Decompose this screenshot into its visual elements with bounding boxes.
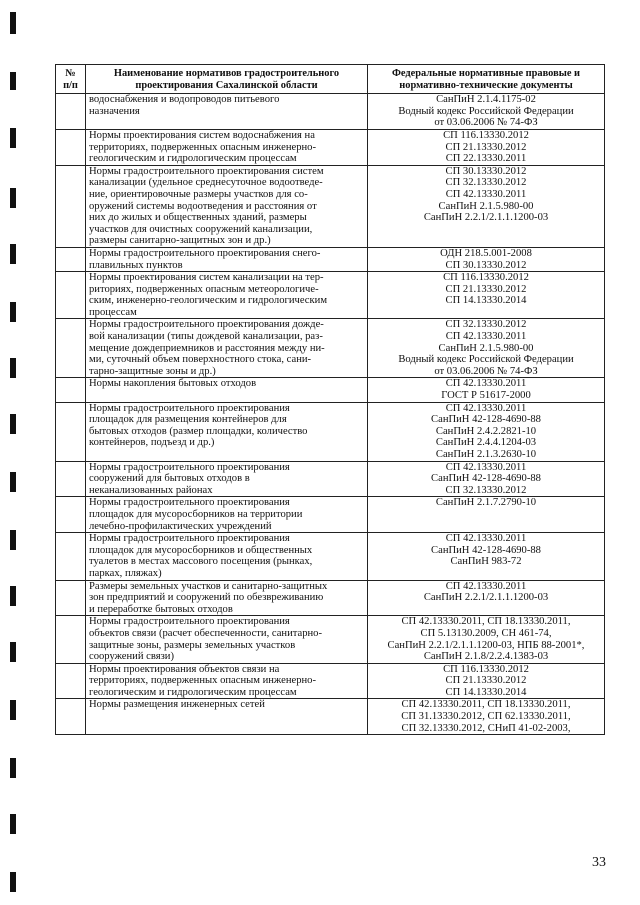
norm-docs-cell-line: СП 42.13330.2011	[445, 402, 527, 414]
norm-name-cell-line: Нормы градостроительного проектирования снего-	[89, 247, 321, 259]
norm-name-cell-line: Нормы градостроительного проектирования систем	[89, 165, 324, 177]
header-docs: Федеральные нормативные правовые и нормативно-технические документы	[368, 65, 605, 94]
norm-docs-cell	[368, 461, 605, 497]
norm-docs-cell	[368, 94, 605, 130]
norm-docs-cell-line: СП 42.13330.2011, СП 18.13330.2011,	[401, 616, 571, 628]
table-row	[56, 165, 605, 247]
norm-name-cell-line: ми, суточный объем поверхностного стока, сани-	[89, 354, 312, 366]
norm-docs-cell	[368, 402, 605, 461]
table-row	[56, 402, 605, 461]
norm-name-cell-line: мещение дождеприемников и расстояния между ни-	[89, 342, 325, 354]
norm-docs-cell	[368, 319, 605, 378]
norm-name-cell	[86, 165, 368, 247]
norm-docs-cell-line: от 03.06.2006 № 74-ФЗ	[434, 365, 538, 377]
norm-name-cell	[86, 461, 368, 497]
norm-name-cell	[86, 378, 368, 402]
norm-docs-cell	[368, 699, 605, 735]
norm-docs-cell-line: СП 30.13330.2012	[445, 259, 527, 271]
binding-mark	[10, 814, 16, 834]
norm-name-cell-line: Нормы градостроительного проектирования дожде-	[89, 319, 324, 331]
norm-name-cell-line: защитные зоны, размеры земельных участков	[89, 639, 296, 651]
norm-name-cell-line: геологическим и гидрологическим процессам	[89, 153, 297, 165]
norm-name-cell-line: тарно-защитные зоны и др.)	[89, 365, 216, 377]
norm-docs-cell-line: ГОСТ Р 51617-2000	[441, 390, 531, 402]
norm-docs-cell-line: СП 22.13330.2011	[445, 153, 527, 165]
norm-docs-cell-line: ОДН 218.5.001-2008	[440, 247, 532, 259]
norm-name-cell-line: территориях, подверженных опасным инженерно-	[89, 141, 316, 153]
norm-name-cell	[86, 580, 368, 616]
norm-docs-cell-line: СП 42.13330.2011	[445, 188, 527, 200]
norm-docs-cell-line: СП 31.13330.2012, СП 62.13330.2011,	[401, 711, 571, 723]
norm-name-cell-line: сооружений для бытовых отходов в	[89, 473, 250, 485]
norm-docs-cell-line: СП 116.13330.2012	[443, 272, 529, 284]
norm-name-cell-line: сооружений связи)	[89, 651, 174, 663]
binding-mark	[10, 472, 16, 492]
norm-docs-cell-line: СП 30.13330.2012	[445, 165, 527, 177]
norm-docs-cell-line: СанПиН 2.4.4.1204-03	[435, 437, 537, 449]
table-row	[56, 319, 605, 378]
norm-name-cell-line: риториях, подверженных опасным метеорологиче-	[89, 283, 319, 295]
row-number-cell	[56, 272, 86, 319]
norm-docs-cell	[368, 497, 605, 533]
norm-name-cell-line: территориях, подверженных опасным инженерно-	[89, 675, 316, 687]
norm-docs-cell	[368, 129, 605, 165]
norm-name-cell-line: ние, ориентировочные размеры участков для со-	[89, 188, 308, 200]
row-number-cell	[56, 461, 86, 497]
row-number-cell	[56, 378, 86, 402]
binding-mark	[10, 530, 16, 550]
norm-docs-cell-line: СП 21.13330.2012	[445, 141, 527, 153]
norm-name-cell	[86, 616, 368, 663]
norm-docs-cell-line: СанПиН 2.1.3.2630-10	[435, 449, 537, 460]
norm-docs-cell-line: СП 21.13330.2012	[445, 675, 527, 687]
norm-docs-cell-line: СП 14.13330.2014	[445, 295, 527, 307]
row-number-cell	[56, 580, 86, 616]
binding-mark	[10, 128, 16, 148]
norm-docs-cell-line: СанПиН 2.1.8/2.2.4.1383-03	[423, 651, 549, 663]
binding-mark	[10, 586, 16, 606]
table-body	[56, 94, 605, 735]
page-number: 33	[592, 855, 606, 870]
norm-docs-cell-line: СанПиН 2.1.5.980-00	[438, 342, 534, 354]
norm-docs-cell-line: СанПиН 2.1.5.980-00	[438, 200, 534, 212]
table-row	[56, 497, 605, 533]
row-number-cell	[56, 247, 86, 271]
binding-mark	[10, 188, 16, 208]
header-num: № п/п	[56, 65, 86, 94]
norm-docs-cell-line: Водный кодекс Российской Федерации	[398, 105, 574, 117]
norm-name-cell-line: и переработке бытовых отходов	[89, 603, 233, 615]
norm-name-cell-line: Нормы проектирования систем водоснабжения на	[89, 129, 315, 141]
norm-docs-cell-line: СанПиН 2.2.1/2.1.1.1200-03, НПБ 88-2001*,	[387, 639, 585, 651]
row-number-cell	[56, 402, 86, 461]
norm-docs-cell-line: СП 32.13330.2012	[445, 177, 527, 189]
binding-mark	[10, 872, 16, 892]
binding-mark	[10, 244, 16, 264]
table-row	[56, 129, 605, 165]
norm-docs-cell	[368, 616, 605, 663]
norm-docs-cell-line: СП 42.13330.2011	[445, 331, 527, 343]
header-name: Наименование нормативов градостроительного проектирования Сахалинской области	[86, 65, 368, 94]
norm-docs-cell-line: СП 42.13330.2011	[445, 580, 527, 592]
binding-mark	[10, 758, 16, 778]
norm-name-cell-line: площадок для размещения контейнеров для	[89, 414, 287, 426]
table-row	[56, 461, 605, 497]
norm-name-cell	[86, 699, 368, 735]
row-number-cell	[56, 129, 86, 165]
norm-name-cell	[86, 497, 368, 533]
table-row	[56, 378, 605, 402]
norm-name-cell-line: Нормы проектирования систем канализации на тер-	[89, 272, 324, 284]
norm-name-cell-line: контейнеров, подъезд и др.)	[89, 437, 215, 449]
norm-name-cell	[86, 129, 368, 165]
norm-name-cell-line: Нормы градостроительного проектирования	[89, 533, 290, 545]
norm-docs-cell	[368, 580, 605, 616]
norm-name-cell-line: парках, пляжах)	[89, 567, 162, 579]
binding-mark	[10, 302, 16, 322]
row-number-cell	[56, 165, 86, 247]
norm-name-cell	[86, 533, 368, 580]
norm-name-cell-line: Нормы градостроительного проектирования	[89, 616, 290, 628]
norm-docs-cell	[368, 533, 605, 580]
norm-docs-cell-line: СанПиН 2.4.2.2821-10	[435, 425, 537, 437]
norm-name-cell-line: Нормы накопления бытовых отходов	[89, 378, 257, 390]
norm-name-cell-line: участков для очистных сооружений канализации,	[89, 223, 313, 235]
norm-name-cell-line: назначения	[89, 105, 140, 117]
norm-docs-cell	[368, 272, 605, 319]
norm-name-cell-line: канализации (удельное среднесуточное водоотведе-	[89, 177, 323, 189]
norm-name-cell-line: вой канализации (типы дождевой канализации, раз-	[89, 331, 323, 343]
norm-docs-cell-line: СанПиН 42-128-4690-88	[431, 473, 541, 485]
table-row	[56, 616, 605, 663]
binding-mark	[10, 642, 16, 662]
norm-docs-cell-line: СП 116.13330.2012	[443, 129, 529, 141]
binding-mark	[10, 12, 16, 34]
binding-mark	[10, 72, 16, 90]
norm-name-cell-line: Размеры земельных участков и санитарно-защитных	[89, 580, 328, 592]
table-row	[56, 580, 605, 616]
norm-docs-cell	[368, 165, 605, 247]
row-number-cell	[56, 663, 86, 699]
norm-docs-cell-line: СП 5.13130.2009, СН 461-74,	[420, 627, 552, 639]
norm-docs-cell-line: СП 21.13330.2012	[445, 283, 527, 295]
norm-name-cell-line: ским, инженерно-геологическим и гидрологическим	[89, 295, 328, 307]
row-number-cell	[56, 533, 86, 580]
norm-name-cell-line: геологическим и гидрологическим процессам	[89, 686, 297, 698]
table-row	[56, 94, 605, 130]
norm-docs-cell	[368, 663, 605, 699]
norm-docs-cell-line: СанПиН 42-128-4690-88	[431, 414, 541, 426]
table-header-row	[56, 65, 605, 94]
row-number-cell	[56, 94, 86, 130]
norm-docs-cell-line: СП 42.13330.2011	[445, 461, 527, 473]
table-row	[56, 699, 605, 735]
norm-docs-cell-line: от 03.06.2006 № 74-ФЗ	[434, 117, 538, 129]
norm-name-cell-line: Нормы размещения инженерных сетей	[89, 699, 265, 711]
norm-name-cell	[86, 272, 368, 319]
norm-docs-cell	[368, 247, 605, 271]
binding-mark	[10, 700, 16, 720]
norm-docs-cell-line: СП 14.13330.2014	[445, 686, 527, 698]
norm-docs-cell-line: СП 32.13330.2012	[445, 484, 527, 496]
norm-name-cell-line: Нормы градостроительного проектирования	[89, 402, 290, 414]
norm-docs-cell	[368, 378, 605, 402]
norm-docs-cell-line: СП 42.13330.2011, СП 18.13330.2011,	[401, 699, 571, 711]
norm-name-cell	[86, 402, 368, 461]
norms-table	[55, 64, 605, 735]
row-number-cell	[56, 616, 86, 663]
norm-docs-cell-line: СП 32.13330.2012	[445, 319, 527, 331]
norm-name-cell-line: плавильных пунктов	[89, 259, 183, 271]
norm-docs-cell-line: СанПиН 2.2.1/2.1.1.1200-03	[423, 212, 549, 224]
norm-name-cell-line: водоснабжения и водопроводов питьевого	[89, 94, 280, 106]
norm-name-cell	[86, 247, 368, 271]
norm-name-cell-line: них до жилых и общественных зданий, размеры	[89, 212, 307, 224]
norm-docs-cell-line: СанПиН 2.2.1/2.1.1.1200-03	[423, 592, 549, 604]
norm-name-cell-line: неканализованных районах	[89, 484, 213, 496]
table-row	[56, 663, 605, 699]
norm-name-cell-line: зон предприятий и сооружений по обезвреживанию	[89, 592, 324, 604]
norm-name-cell-line: Нормы градостроительного проектирования	[89, 461, 290, 473]
norm-name-cell-line: площадок для мусоросборников на территории	[89, 508, 303, 520]
norm-docs-cell-line: СП 42.13330.2011	[445, 533, 527, 545]
table-row	[56, 533, 605, 580]
norm-name-cell-line: Нормы проектирования объектов связи на	[89, 663, 280, 675]
row-number-cell	[56, 319, 86, 378]
norm-docs-cell-line: СанПиН 2.1.4.1175-02	[436, 94, 536, 106]
norm-docs-cell-line: Водный кодекс Российской Федерации	[398, 354, 574, 366]
norm-name-cell-line: площадок для мусоросборников и общественных	[89, 544, 313, 556]
norm-name-cell	[86, 319, 368, 378]
table-row	[56, 272, 605, 319]
table-row	[56, 247, 605, 271]
norm-name-cell-line: объектов связи (расчет обеспеченности, санитарно-	[89, 627, 322, 639]
norm-name-cell-line: лечебно-профилактических учреждений	[89, 520, 272, 532]
norm-name-cell-line: оружений системы водоотведения и расстояния от	[89, 200, 317, 212]
row-number-cell	[56, 497, 86, 533]
norm-docs-cell-line: СанПиН 42-128-4690-88	[431, 544, 541, 556]
norm-name-cell-line: туалетов в местах массового посещения (рынках,	[89, 556, 313, 568]
norm-docs-cell-line: СанПиН 983-72	[450, 556, 522, 568]
binding-mark	[10, 414, 16, 434]
norm-name-cell	[86, 663, 368, 699]
norm-name-cell	[86, 94, 368, 130]
norm-name-cell-line: процессам	[89, 306, 137, 318]
norm-name-cell-line: Нормы градостроительного проектирования	[89, 497, 290, 509]
norm-name-cell-line: бытовых отходов (размер площадки, количество	[89, 425, 308, 437]
norm-docs-cell-line: СП 32.13330.2012, СНиП 41-02-2003,	[401, 722, 571, 734]
norm-docs-cell-line: СП 116.13330.2012	[443, 663, 529, 675]
norm-name-cell-line: размеры санитарно-защитных зон и др.)	[89, 235, 271, 247]
binding-mark	[10, 358, 16, 378]
norm-docs-cell-line: СП 42.13330.2011	[445, 378, 527, 390]
row-number-cell	[56, 699, 86, 735]
norm-docs-cell-line: СанПиН 2.1.7.2790-10	[435, 497, 537, 509]
